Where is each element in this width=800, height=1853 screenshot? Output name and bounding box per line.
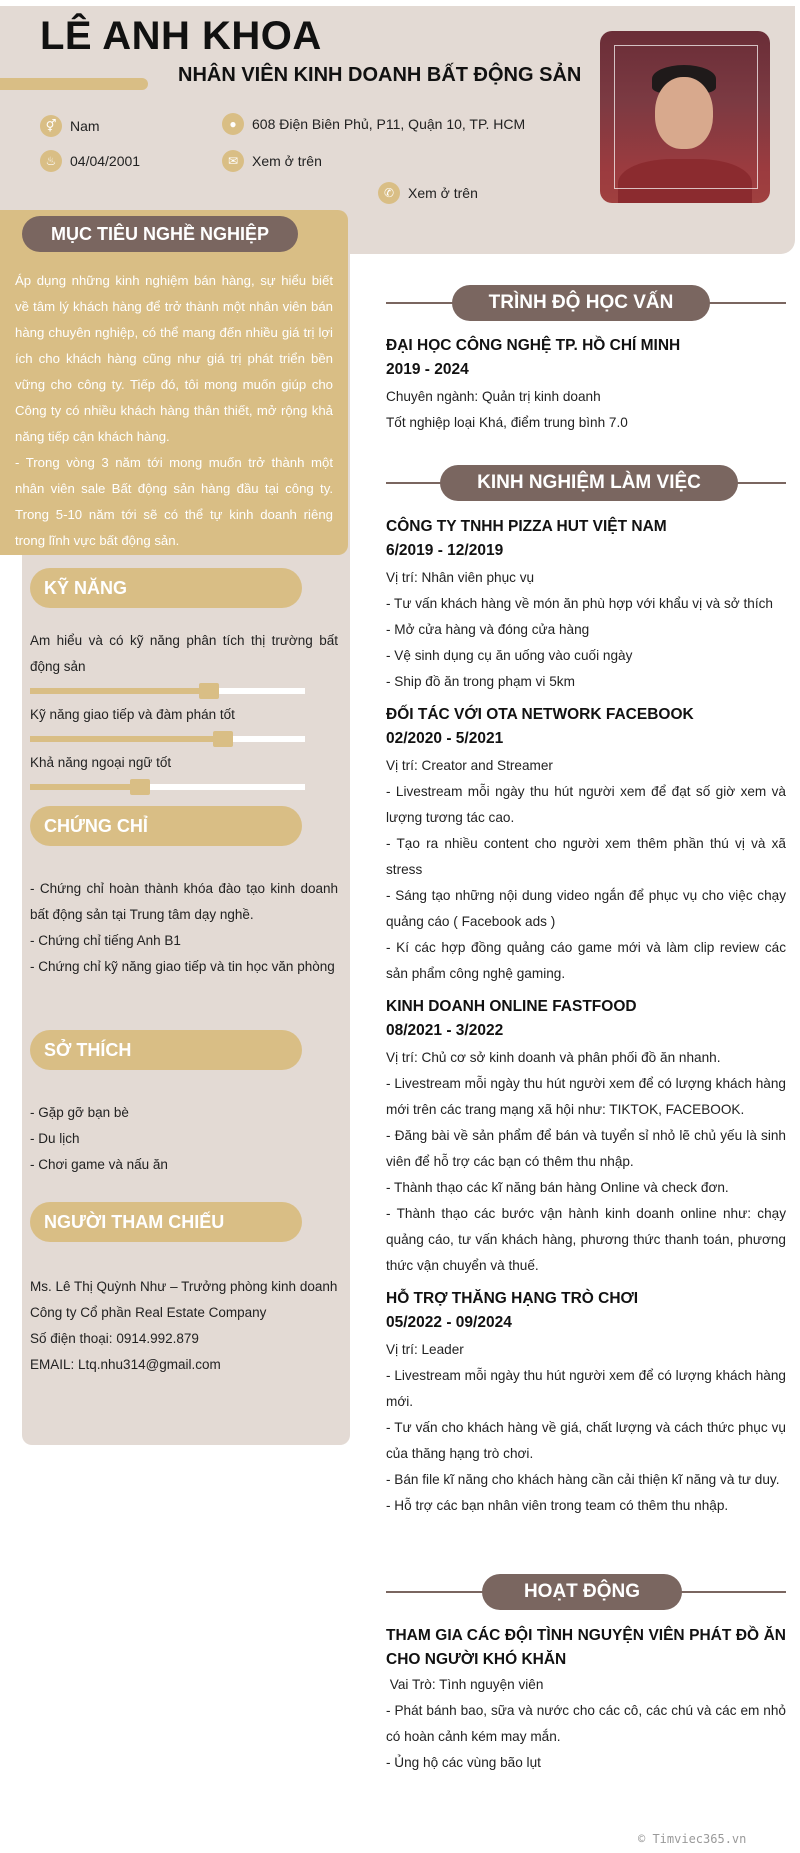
skill-label: Kỹ năng giao tiếp và đàm phán tốt: [30, 707, 235, 722]
education-header: [386, 285, 786, 321]
objective-title: MỤC TIÊU NGHỀ NGHIỆP: [22, 216, 298, 252]
job-line: - Kí các hợp đồng quảng cáo game mới và làm clip review các sản phẩm công nghệ gaming.: [386, 940, 786, 981]
job-line: Vị trí: Nhân viên phục vụ: [386, 570, 535, 585]
skill-label: Khả năng ngoại ngữ tốt: [30, 755, 172, 770]
watermark: © Timviec365.vn: [638, 1832, 747, 1846]
gender-icon: ⚥: [40, 115, 62, 137]
info-phone: [378, 182, 478, 204]
skill-bar: [30, 736, 305, 742]
email-value: Xem ở trên: [252, 153, 322, 169]
activities-block: [386, 1624, 786, 1776]
job-line: Vị trí: Chủ cơ sở kinh doanh và phân phối đồ ăn nhanh.: [386, 1050, 721, 1065]
activity-line: - Phát bánh bao, sữa và nước cho các cô, các chú và các em nhỏ có hoàn cảnh kém may mắn.: [386, 1703, 786, 1744]
location-pin-icon: ●: [222, 113, 244, 135]
job-line: - Bán file kĩ năng cho khách hàng cần cải thiện kĩ năng và tư duy.: [386, 1472, 780, 1487]
hobbies-list: [30, 1100, 338, 1178]
job-dates: 6/2019 - 12/2019: [386, 542, 504, 559]
info-address: [222, 113, 525, 135]
job-dates: 05/2022 - 09/2024: [386, 1314, 512, 1331]
phone-icon: ✆: [378, 182, 400, 204]
certificates-title: CHỨNG CHỈ: [30, 806, 302, 846]
objective-text: Áp dụng những kinh nghiệm bán hàng, sự hiểu biết về tâm lý khách hàng để trở thành một nhân viên bán hàng chuyên nghiệp, có thể mang đến nhiều giá trị lợi ích cho khách hàng cũng như giá trị phát triển bền vững cho công ty. Tiếp đó, tôi mong muốn giúp cho Công ty có nhiều khách hàng thân thiết, mở rộng khả năng tiếp cận khách hàng. - Trong vòng 3 năm tới mong muốn trở thành một nhân viên sale Bất động sản hàng đầu tại công ty. Trong 5-10 năm tới sẽ có thể tự kinh doanh riêng trong lĩnh vực bất động sản.: [15, 273, 333, 548]
job-line: Vị trí: Creator and Streamer: [386, 758, 553, 773]
skill-bar: [30, 688, 305, 694]
certificate-item: - Chứng chỉ kỹ năng giao tiếp và tin học văn phòng: [30, 959, 335, 974]
job-block: [386, 703, 786, 987]
education-title: TRÌNH ĐỘ HỌC VẤN: [452, 285, 710, 321]
activities-header: [386, 1574, 786, 1610]
job-company: CÔNG TY TNHH PIZZA HUT VIỆT NAM: [386, 518, 667, 535]
accent-bar: [0, 78, 148, 90]
job-line: Vị trí: Leader: [386, 1342, 464, 1357]
job-line: - Thành thạo các kĩ năng bán hàng Online và check đơn.: [386, 1180, 729, 1195]
references-list: [30, 1274, 338, 1378]
job-line: - Livestream mỗi ngày thu hút người xem để có lượng khách hàng mới.: [386, 1368, 786, 1409]
hobby-item: - Chơi game và nấu ăn: [30, 1157, 168, 1172]
references-title: NGƯỜI THAM CHIẾU: [30, 1202, 302, 1242]
activity-line: - Ủng hộ các vùng bão lụt: [386, 1755, 541, 1770]
job-block: [386, 515, 786, 695]
reference-line: Số điện thoại: 0914.992.879: [30, 1331, 199, 1346]
experience-title: KINH NGHIỆM LÀM VIỆC: [440, 465, 738, 501]
education-line: Chuyên ngành: Quản trị kinh doanh: [386, 389, 601, 404]
skill-item: [30, 628, 338, 694]
skill-bar-knob: [199, 683, 219, 699]
education-line: Tốt nghiệp loại Khá, điểm trung bình 7.0: [386, 415, 628, 430]
job-line: - Ship đồ ăn trong phạm vi 5km: [386, 674, 575, 689]
skill-item: [30, 750, 338, 790]
job-line: - Hỗ trợ các bạn nhân viên trong team có thêm thu nhập.: [386, 1498, 729, 1513]
activity-heading: THAM GIA CÁC ĐỘI TÌNH NGUYỆN VIÊN PHÁT ĐỒ ĂN CHO NGƯỜI KHÓ KHĂN: [386, 1627, 786, 1668]
job-title: NHÂN VIÊN KINH DOANH BẤT ĐỘNG SẢN: [178, 64, 582, 86]
hobby-item: - Gặp gỡ bạn bè: [30, 1105, 129, 1120]
job-dates: 02/2020 - 5/2021: [386, 730, 504, 747]
activity-line: Vai Trò: Tình nguyện viên: [386, 1677, 544, 1692]
job-line: - Mở cửa hàng và đóng cửa hàng: [386, 622, 590, 637]
education-dates: 2019 - 2024: [386, 361, 469, 378]
job-dates: 08/2021 - 3/2022: [386, 1022, 504, 1039]
phone-value: Xem ở trên: [408, 185, 478, 201]
job-line: - Đăng bài về sản phẩm để bán và tuyển sỉ nhỏ lẽ chủ yếu là sinh viên để hỗ trợ các bạn có thêm thu nhập.: [386, 1128, 786, 1169]
birthday-value: 04/04/2001: [70, 153, 141, 169]
job-line: - Sáng tạo những nội dung video ngắn để phục vụ cho việc chạy quảng cáo ( Facebook ads ): [386, 888, 786, 929]
education-block: [386, 334, 786, 436]
job-line: - Livestream mỗi ngày thu hút người xem để có lượng khách hàng mới trên các trang mạng xã hội như: TIKTOK, FACEBOOK.: [386, 1076, 786, 1117]
job-company: HỖ TRỢ THĂNG HẠNG TRÒ CHƠI: [386, 1290, 639, 1307]
hobby-item: - Du lịch: [30, 1131, 80, 1146]
reference-line: Ms. Lê Thị Quỳnh Như – Trưởng phòng kinh doanh: [30, 1279, 338, 1294]
certificate-item: - Chứng chỉ hoàn thành khóa đào tạo kinh doanh bất động sản tại Trung tâm dạy nghề.: [30, 881, 338, 922]
profile-photo: [600, 31, 770, 203]
job-line: - Tư vấn khách hàng về món ăn phù hợp với khẩu vị và sở thích: [386, 596, 773, 611]
activities-title: HOẠT ĐỘNG: [482, 1574, 682, 1610]
school-name: ĐẠI HỌC CÔNG NGHỆ TP. HỒ CHÍ MINH: [386, 337, 681, 354]
skill-bar: [30, 784, 305, 790]
skill-bar-knob: [213, 731, 233, 747]
envelope-icon: ✉: [222, 150, 244, 172]
info-birthday: [40, 150, 140, 172]
skill-bar-fill: [30, 784, 140, 790]
job-line: - Tư vấn cho khách hàng về giá, chất lượng và cách thức phục vụ của thăng hạng trò chơi.: [386, 1420, 786, 1461]
skill-bar-fill: [30, 736, 223, 742]
skill-bar-fill: [30, 688, 209, 694]
job-line: - Vệ sinh dụng cụ ăn uống vào cuối ngày: [386, 648, 633, 663]
reference-line: Công ty Cổ phần Real Estate Company: [30, 1305, 267, 1320]
experience-header: [386, 465, 786, 501]
certificates-list: [30, 876, 338, 980]
reference-line: EMAIL: Ltq.nhu314@gmail.com: [30, 1357, 221, 1372]
skill-bar-knob: [130, 779, 150, 795]
address-value: 608 Điện Biên Phủ, P11, Quận 10, TP. HCM: [252, 116, 526, 132]
job-line: - Thành thạo các bước vận hành kinh doanh online như: chạy quảng cáo, tư vấn khách hàng, phương thức thanh toán, phương thức vận chuyển và thuế.: [386, 1206, 786, 1273]
job-company: KINH DOANH ONLINE FASTFOOD: [386, 998, 637, 1015]
job-line: - Livestream mỗi ngày thu hút người xem để đạt số giờ xem và lượng tương tác cao.: [386, 784, 786, 825]
info-email: [222, 150, 322, 172]
hobbies-title: SỞ THÍCH: [30, 1030, 302, 1070]
job-company: ĐỐI TÁC VỚI OTA NETWORK FACEBOOK: [386, 706, 694, 723]
candidate-name: LÊ ANH KHOA: [40, 14, 322, 58]
cake-icon: ♨: [40, 150, 62, 172]
info-gender: [40, 115, 100, 137]
certificate-item: - Chứng chỉ tiếng Anh B1: [30, 933, 181, 948]
skill-item: [30, 702, 338, 742]
skill-label: Am hiểu và có kỹ năng phân tích thị trường bất động sản: [30, 633, 338, 674]
job-block: [386, 1287, 786, 1519]
gender-value: Nam: [70, 118, 100, 134]
job-block: [386, 995, 786, 1279]
job-line: - Tạo ra nhiều content cho người xem thêm phần thú vị và xã stress: [386, 836, 786, 877]
skills-title: KỸ NĂNG: [30, 568, 302, 608]
